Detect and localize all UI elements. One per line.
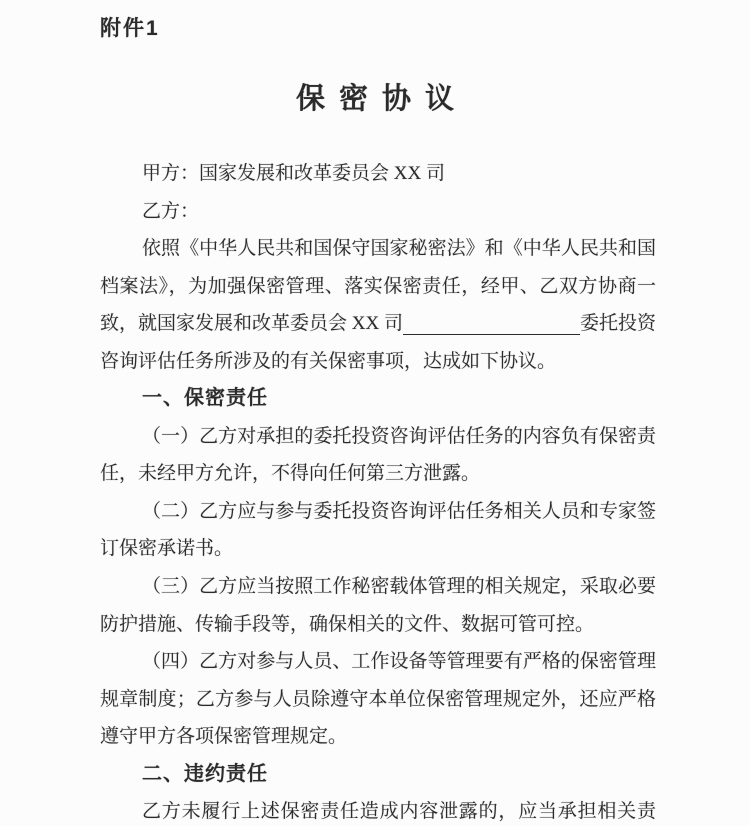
line-text: 致，就国家发展和改革委员会 XX 司 [100,313,403,335]
line-text: 委托投资 [579,313,656,335]
doc-line: 依照《中华人民共和国保守国家秘密法》和《中华人民共和国 [142,238,656,260]
attachment-label: 附件1 [100,17,160,40]
doc-line: （一）乙方对承担的委托投资咨询评估任务的内容负有保密责 [142,425,656,447]
doc-line: （二）乙方应与参与委托投资咨询评估任务相关人员和专家签 [142,500,656,522]
doc-line: 规章制度；乙方参与人员除遵守本单位保密管理规定外，还应严格 [100,688,656,710]
doc-line: 档案法》，为加强保密管理、落实保密责任，经甲、乙双方协商一 [100,275,656,297]
doc-line: （三）乙方应当按照工作秘密载体管理的相关规定，采取必要 [142,576,656,598]
document-body [100,155,656,826]
section-heading-1: 一、保密责任 [142,387,268,410]
doc-line: 咨询评估任务所涉及的有关保密事项，达成如下协议。 [100,350,557,372]
party-b-line: 乙方： [142,200,200,222]
doc-line: 防护措施、传输手段等，确保相关的文件、数据可管可控。 [100,613,595,635]
doc-line: 任，未经甲方允许，不得向任何第三方泄露。 [100,463,481,485]
doc-line-with-blank [100,305,656,343]
blank-underline [403,305,580,335]
party-a-line: 甲方：国家发展和改革委员会 XX 司 [142,163,445,184]
section-heading-2: 二、违约责任 [142,762,268,785]
doc-line: （四）乙方对参与人员、工作设备等管理要有严格的保密管理 [142,651,656,673]
doc-line: 遵守甲方各项保密管理规定。 [100,726,348,748]
doc-line: 订保密承诺书。 [100,538,234,560]
document-title: 保密协议 [295,83,468,115]
doc-line: 乙方未履行上述保密责任造成内容泄露的，应当承担相关责 [142,801,656,823]
